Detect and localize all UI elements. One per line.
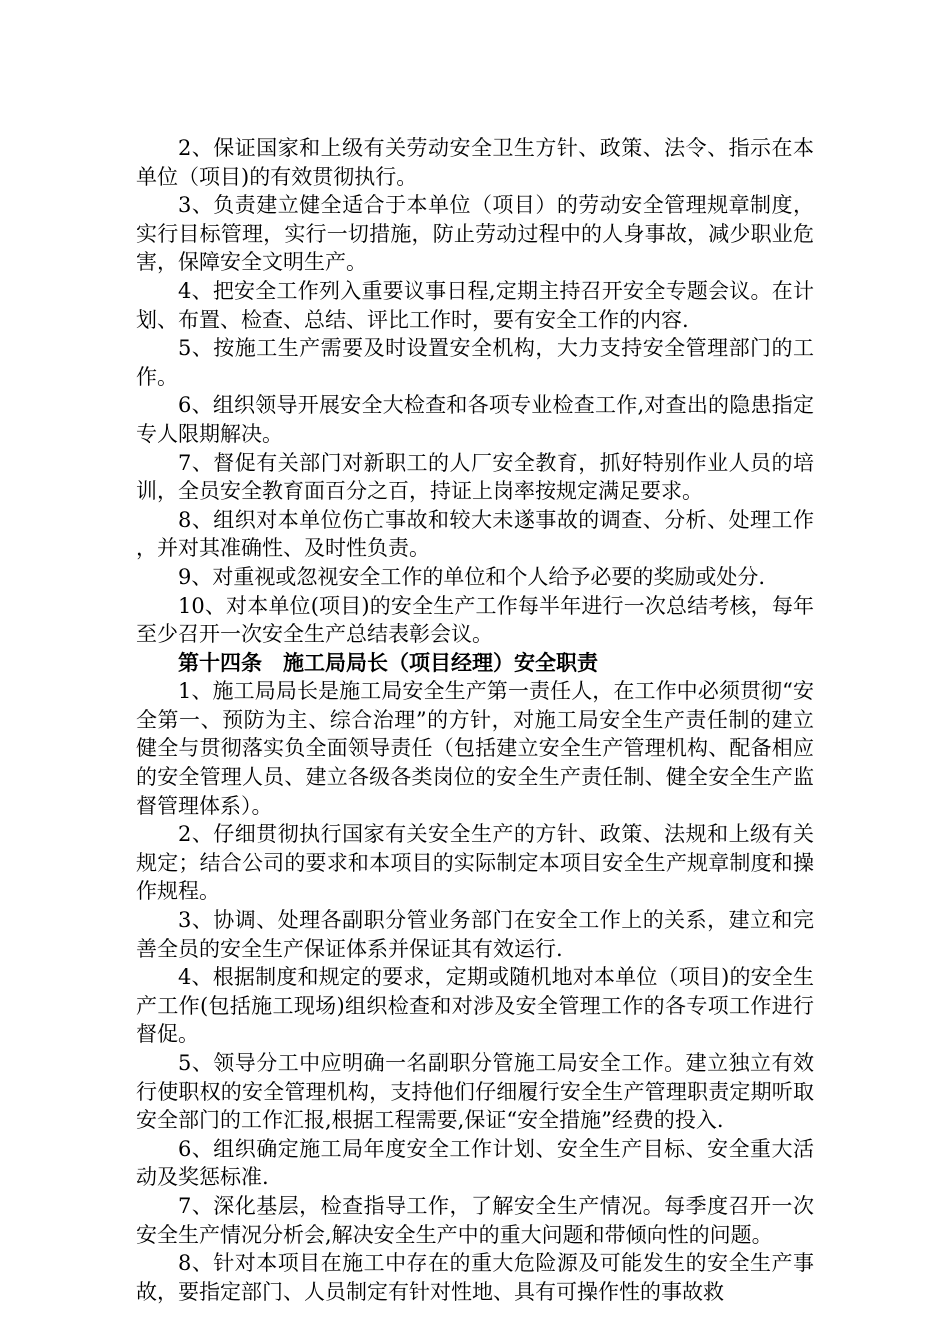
paragraph-item-2: 2、保证国家和上级有关劳动安全卫生方针、政策、法令、指示在本单位（项目)的有效贯彻执行。 <box>136 136 814 189</box>
paragraph-item-4: 4、把安全工作列入重要议事日程,定期主持召开安全专题会议。在计划、布置、检查、总结、评比工作时，要有安全工作的内容. <box>136 278 814 332</box>
article-14-item-3: 3、协调、处理各副职分管业务部门在安全工作上的关系，建立和完善全员的安全生产保证体系并保证其有效运行. <box>136 908 814 961</box>
article-14-item-8: 8、针对本项目在施工中存在的重大危险源及可能发生的安全生产事故，要指定部门、人员制定有针对性地、具有可操作性的事故救 <box>136 1251 814 1304</box>
section-heading-article-14: 第十四条 施工局局长（项目经理）安全职责 <box>178 650 598 675</box>
paragraph-item-7: 7、督促有关部门对新职工的人厂安全教育，抓好特别作业人员的培训，全员安全教育面百分之百，持证上岗率按规定满足要求。 <box>136 450 814 504</box>
article-14-item-5: 5、领导分工中应明确一名副职分管施工局安全工作。建立独立有效行使职权的安全管理机构，支持他们仔细履行安全生产管理职责定期听取安全部门的工作汇报,根据工程需要,保证“安全措施”经费的投入. <box>136 1051 814 1133</box>
article-14-item-7: 7、深化基层，检查指导工作，了解安全生产情况。每季度召开一次安全生产情况分析会,解决安全生产中的重大问题和带倾向性的问题。 <box>136 1193 814 1247</box>
article-14-item-2: 2、仔细贯彻执行国家有关安全生产的方针、政策、法规和上级有关规定；结合公司的要求和本项目的实际制定本项目安全生产规章制度和操作规程。 <box>136 822 814 904</box>
paragraph-item-3: 3、负责建立健全适合于本单位（项目）的劳动安全管理规章制度，实行目标管理，实行一切措施，防止劳动过程中的人身事故，减少职业危害，保障安全文明生产。 <box>136 193 814 275</box>
paragraph-item-5: 5、按施工生产需要及时设置安全机构，大力支持安全管理部门的工作。 <box>136 336 814 389</box>
paragraph-item-9: 9、对重视或忽视安全工作的单位和个人给予必要的奖励或处分. <box>178 564 766 589</box>
document-body <box>136 134 814 1306</box>
paragraph-item-10: 10、对本单位(项目)的安全生产工作每半年进行一次总结考核，每年至少召开一次安全生产总结表彰会议。 <box>136 593 814 647</box>
paragraph-item-6: 6、组织领导开展安全大检查和各项专业检查工作,对查出的隐患指定专人限期解决。 <box>136 393 814 446</box>
article-14-item-6: 6、组织确定施工局年度安全工作计划、安全生产目标、安全重大活动及奖惩标准. <box>136 1136 814 1190</box>
article-14-item-4: 4、根据制度和规定的要求，定期或随机地对本单位（项目)的安全生产工作(包括施工现场)组织检查和对涉及安全管理工作的各专项工作进行督促。 <box>136 965 814 1047</box>
paragraph-item-8: 8、组织对本单位伤亡事故和较大未遂事故的调查、分析、处理工作，并对其准确性、及时性负责。 <box>136 507 814 561</box>
article-14-item-1: 1、施工局局长是施工局安全生产第一责任人，在工作中必须贯彻“安全第一、预防为主、综合治理”的方针，对施工局安全生产责任制的建立健全与贯彻落实负全面领导责任（包括建立安全生产管理机构、配备相应的安全管理人员、建立各级各类岗位的安全生产责任制、健全安全生产监督管理体系）。 <box>136 679 814 818</box>
